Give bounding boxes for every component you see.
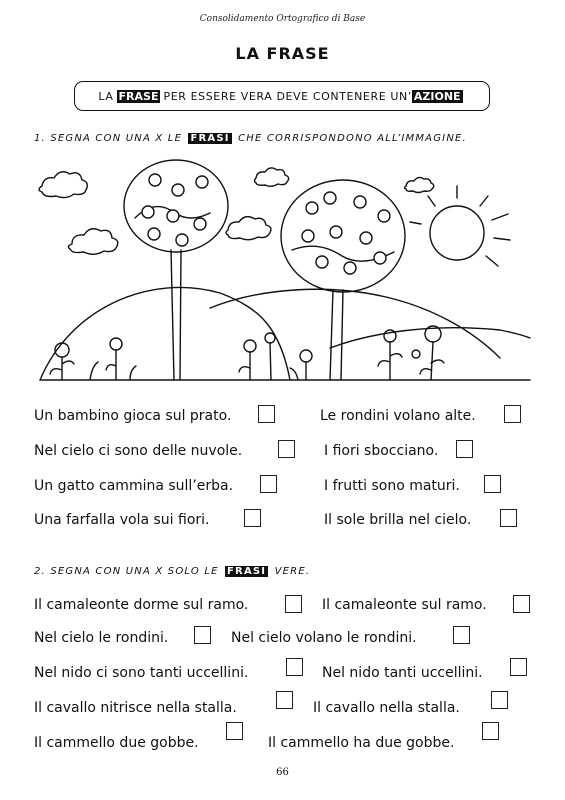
answer-checkbox[interactable] bbox=[482, 722, 499, 740]
answer-checkbox[interactable] bbox=[491, 691, 508, 709]
answer-checkbox[interactable] bbox=[260, 475, 277, 493]
answer-checkbox[interactable] bbox=[513, 595, 530, 613]
exercise2-instruction bbox=[34, 566, 310, 577]
exercise2-sentence: Il cammello ha due gobbe. bbox=[268, 735, 455, 751]
answer-checkbox[interactable] bbox=[504, 405, 521, 423]
flower-icon bbox=[378, 326, 444, 380]
answer-checkbox[interactable] bbox=[456, 440, 473, 458]
exercise2-sentence: Nel nido ci sono tanti uccellini. bbox=[34, 665, 249, 681]
cloud-icon bbox=[255, 168, 289, 186]
exercise1-sentence: I fiori sbocciano. bbox=[324, 443, 439, 459]
rule-text-2: PER ESSERE VERA DEVE CONTENERE UN’ bbox=[163, 89, 412, 103]
rule-highlight-frase: FRASE bbox=[118, 89, 159, 103]
page-title: LA FRASE bbox=[235, 44, 330, 63]
exercise1-sentence: Un bambino gioca sul prato. bbox=[34, 408, 232, 424]
exercise2-sentence: Nel cielo le rondini. bbox=[34, 630, 169, 646]
rule-box bbox=[74, 81, 490, 111]
answer-checkbox[interactable] bbox=[484, 475, 501, 493]
cloud-icon bbox=[405, 177, 434, 192]
exercise2-sentence: Il cavallo nitrisce nella stalla. bbox=[34, 700, 237, 716]
answer-checkbox[interactable] bbox=[286, 658, 303, 676]
answer-checkbox[interactable] bbox=[244, 509, 261, 527]
instruction-prefix: 2. SEGNA CON UNA X SOLO LE bbox=[34, 566, 219, 577]
answer-checkbox[interactable] bbox=[285, 595, 302, 613]
tree-icon bbox=[281, 180, 405, 380]
exercise1-sentence: Le rondini volano alte. bbox=[320, 408, 476, 424]
instruction-prefix: 1. SEGNA CON UNA X LE bbox=[34, 133, 183, 144]
answer-checkbox[interactable] bbox=[276, 691, 293, 709]
sun-icon bbox=[410, 186, 510, 266]
exercise2-sentence: Il camaleonte dorme sul ramo. bbox=[34, 597, 249, 613]
exercise1-sentence: Un gatto cammina sull’erba. bbox=[34, 478, 234, 494]
exercise1-sentence: I frutti sono maturi. bbox=[324, 478, 460, 494]
instruction-suffix: CHE CORRISPONDONO ALL’IMMAGINE. bbox=[238, 133, 467, 144]
answer-checkbox[interactable] bbox=[226, 722, 243, 740]
answer-checkbox[interactable] bbox=[258, 405, 275, 423]
running-header: Consolidamento Ortografico di Base bbox=[199, 14, 366, 24]
exercise2-sentence: Il camaleonte sul ramo. bbox=[322, 597, 487, 613]
flower-icon bbox=[239, 333, 312, 380]
cloud-icon bbox=[226, 217, 271, 240]
tree-icon bbox=[124, 160, 228, 380]
answer-checkbox[interactable] bbox=[278, 440, 295, 458]
cloud-icon bbox=[68, 229, 117, 255]
rule-text-1: LA bbox=[98, 89, 114, 103]
rule-highlight-azione: AZIONE bbox=[413, 89, 461, 103]
instruction-highlight: FRASI bbox=[190, 133, 230, 144]
instruction-highlight: FRASI bbox=[227, 566, 267, 577]
answer-checkbox[interactable] bbox=[500, 509, 517, 527]
exercise1-sentence: Il sole brilla nel cielo. bbox=[324, 512, 472, 528]
exercise1-sentence: Una farfalla vola sui fiori. bbox=[34, 512, 210, 528]
landscape-illustration bbox=[30, 158, 535, 390]
exercise1-sentence: Nel cielo ci sono delle nuvole. bbox=[34, 443, 243, 459]
flower-icon bbox=[50, 338, 136, 380]
hill-icon bbox=[40, 287, 530, 380]
instruction-suffix: VERE. bbox=[274, 566, 311, 577]
exercise2-sentence: Nel nido tanti uccellini. bbox=[322, 665, 483, 681]
answer-checkbox[interactable] bbox=[510, 658, 527, 676]
exercise2-sentence: Il cammello due gobbe. bbox=[34, 735, 199, 751]
answer-checkbox[interactable] bbox=[453, 626, 470, 644]
exercise2-sentence: Nel cielo volano le rondini. bbox=[231, 630, 417, 646]
cloud-icon bbox=[39, 172, 87, 198]
exercise2-sentence: Il cavallo nella stalla. bbox=[313, 700, 460, 716]
answer-checkbox[interactable] bbox=[194, 626, 211, 644]
exercise1-instruction bbox=[34, 133, 467, 144]
page-number: 66 bbox=[276, 767, 289, 778]
